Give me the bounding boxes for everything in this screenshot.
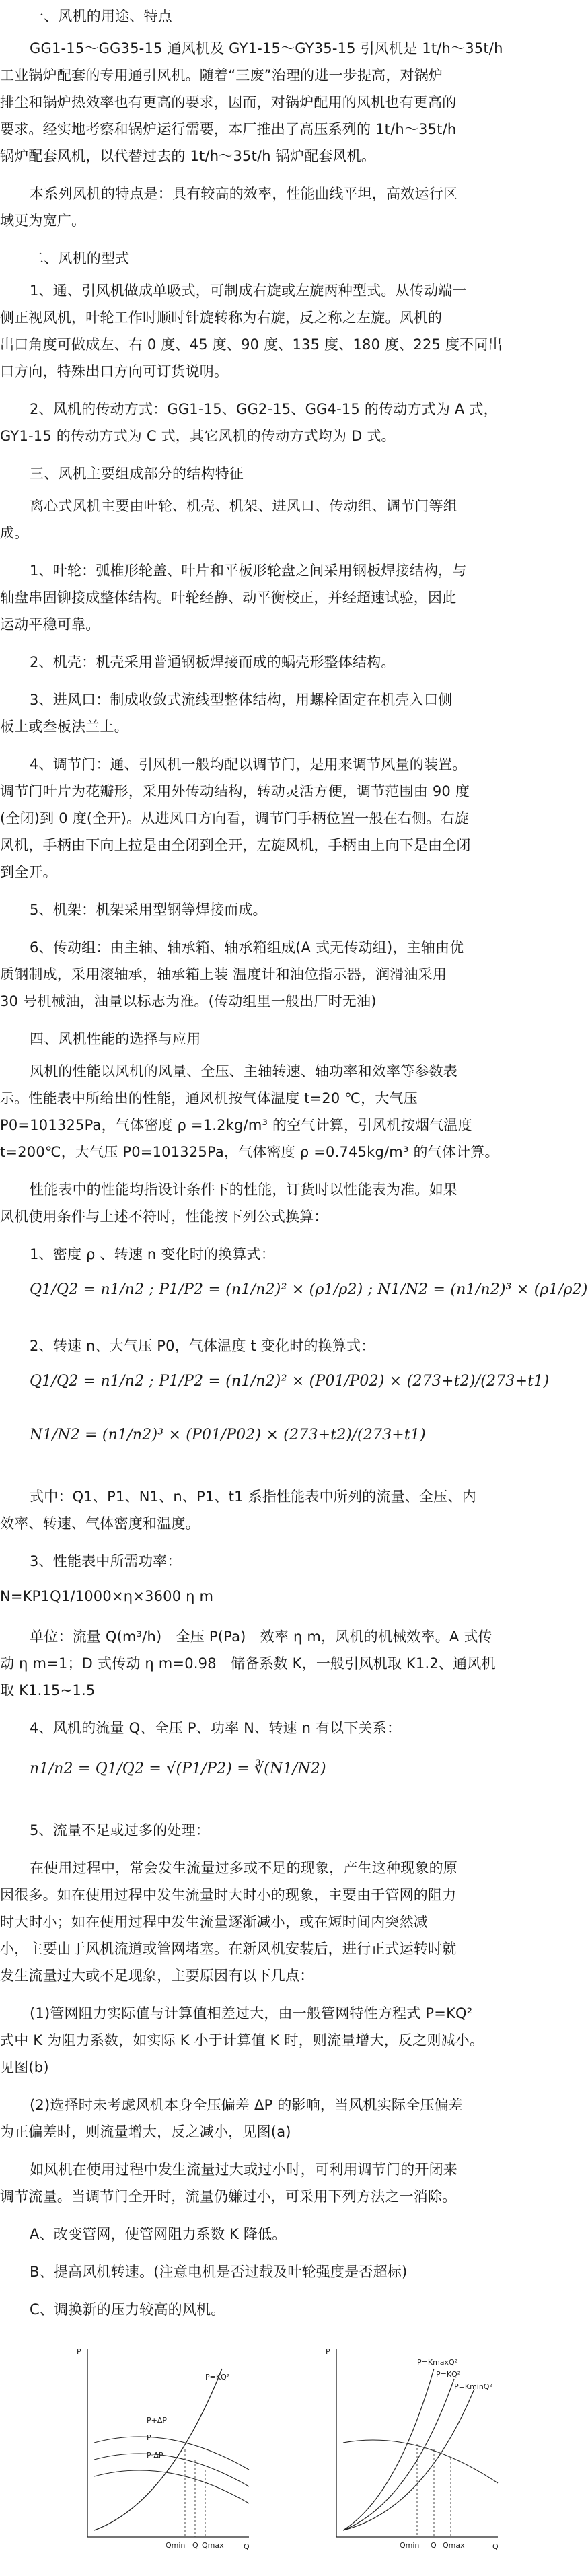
formula-density-speed: Q1/Q2 = n1/n2 ; P1/P2 = (n1/n2)² × (ρ1/ρ2) ; N1/N2 = (n1/n2)³ × (ρ1/ρ2) bbox=[30, 1281, 588, 1298]
paragraph-line: 板上或叁板法兰上。 bbox=[0, 719, 128, 735]
paragraph-line: GG1-15～GG35-15 通风机及 GY1-15～GY35-15 引风机是 1t/h～35t/h bbox=[30, 40, 503, 57]
paragraph-line: 2、风机的传动方式：GG1-15、GG2-15、GG4-15 的传动方式为 A 式， bbox=[30, 401, 498, 417]
paragraph-line: 取 K1.15~1.5 bbox=[0, 1682, 96, 1698]
paragraph-line: 式中 K 为阻力系数，如实际 K 小于计算值 K 时，则流量增大，反之则减小。 bbox=[0, 2032, 484, 2048]
paragraph-line: 5、流量不足或过多的处理： bbox=[30, 1822, 210, 1838]
paragraph-line: 30 号机械油，油量以标志为准。(传动组里一般出厂时无油) bbox=[0, 993, 377, 1009]
paragraph-line: 3、性能表中所需功率： bbox=[30, 1553, 182, 1569]
paragraph-line: 3、进风口：制成收敛式流线型整体结构，用螺栓固定在机壳入口侧 bbox=[30, 692, 453, 708]
fan-curve bbox=[343, 2440, 498, 2483]
paragraph-line: 侧正视风机，叶轮工作时顺时针旋转称为右旋，反之称之左旋。风机的 bbox=[0, 310, 443, 326]
fan-curve-middle bbox=[94, 2454, 249, 2486]
paragraph-line: 调节门叶片为花瓣形，采用外传动结构，转动灵活方便，调节范围由 90 度 bbox=[0, 783, 470, 799]
paragraph-line: 6、传动组：由主轴、轴承箱、轴承箱组成(A 式无传动组)，主轴由优 bbox=[30, 939, 464, 956]
paragraph-line: 轴盘串固铆接成整体结构。叶轮经静、动平衡校正，并经超速试验，因此 bbox=[0, 589, 457, 606]
curve-label: P=KminQ² bbox=[454, 2382, 492, 2391]
paragraph-line: 效率、转速、气体密度和温度。 bbox=[0, 1515, 200, 1532]
paragraph-line: 式中：Q1、P1、N1、n、P1、t1 系指性能表中所列的流量、全压、内 bbox=[30, 1489, 476, 1505]
paragraph-line: 如风机在使用过程中发生流量过大或过小时，可利用调节门的开闭来 bbox=[30, 2161, 457, 2178]
paragraph-line: 出口角度可做成左、右 0 度、45 度、90 度、135 度、180 度、225 度不同出 bbox=[0, 336, 503, 353]
paragraph-line: 因很多。如在使用过程中发生流量时大时小的现象，主要由于管网的阻力 bbox=[0, 1887, 457, 1903]
paragraph-line: 1、通、引风机做成单吸式，可制成右旋或左旋两种型式。从传动端一 bbox=[30, 283, 467, 299]
paragraph-line: 在使用过程中，常会发生流量过多或不足的现象，产生这种现象的原 bbox=[30, 1860, 457, 1876]
paragraph-line: (全闭)到 0 度(全开)。从进风口方向看，调节门手柄位置一般在右侧。右旋 bbox=[0, 810, 469, 826]
curve-label: P=KQ² bbox=[205, 2373, 230, 2382]
tick-label: Qmin bbox=[166, 2541, 186, 2550]
section-heading: 一、风机的用途、特点 bbox=[30, 8, 172, 24]
paragraph-line: P0=101325Pa，气体密度 ρ =1.2kg/m³ 的空气计算，引风机按烟气温度 bbox=[0, 1117, 472, 1133]
section-heading: 四、风机性能的选择与应用 bbox=[30, 1031, 201, 1047]
tick-label: Qmin bbox=[400, 2541, 420, 2550]
paragraph-line: 2、机壳：机壳采用普通钢板焊接而成的蜗壳形整体结构。 bbox=[30, 654, 396, 670]
paragraph-line: 见图(b) bbox=[0, 2059, 49, 2075]
system-curve-k bbox=[343, 2379, 454, 2530]
x-axis-label: Q bbox=[244, 2542, 250, 2551]
paragraph-line: 小，主要由于风机流道或管网堵塞。在新风机安装后，进行正式运转时就 bbox=[0, 1941, 457, 1957]
paragraph-line: 时大时小；如在使用过程中发生流量逐渐减小，或在短时间内突然减 bbox=[0, 1914, 428, 1930]
paragraph-line: t=200℃，大气压 P0=101325Pa，气体密度 ρ =0.745kg/m³ 的气体计算。 bbox=[0, 1144, 499, 1160]
paragraph-line: 质钢制成，采用滚轴承，轴承箱上装 温度计和油位指示器，润滑油采用 bbox=[0, 966, 447, 982]
paragraph-line: 风机，手柄由下向上拉是由全闭到全开，左旋风机，手柄由上向下是由全闭 bbox=[0, 837, 471, 853]
system-curve bbox=[94, 2369, 222, 2530]
paragraph-line: A、改变管网，使管网阻力系数 K 降低。 bbox=[30, 2226, 287, 2242]
formula-required-power: N=KP1Q1/1000×η×3600 η m bbox=[0, 1588, 214, 1604]
x-axis-label: Q bbox=[492, 2542, 499, 2551]
paragraph-line: 排尘和锅炉热效率也有更高的要求，因而，对锅炉配用的风机也有更高的 bbox=[0, 94, 457, 110]
section-heading: 三、风机主要组成部分的结构特征 bbox=[30, 466, 244, 482]
system-curve-kmax bbox=[343, 2369, 434, 2530]
paragraph-line: 性能表中的性能均指设计条件下的性能，订货时以性能表为准。如果 bbox=[30, 1182, 457, 1198]
tick-label: Qmax bbox=[202, 2541, 224, 2550]
paragraph-line: GY1-15 的传动方式为 C 式，其它风机的传动方式均为 D 式。 bbox=[0, 428, 396, 444]
paragraph-line: 风机使用条件与上述不符时，性能按下列公式换算： bbox=[0, 1209, 328, 1225]
formula-power: N1/N2 = (n1/n2)³ × (P01/P02) × (273+t2)/(273+t1) bbox=[30, 1427, 426, 1443]
formula-relations: n1/n2 = Q1/Q2 = √(P1/P2) = ∛(N1/N2) bbox=[30, 1760, 326, 1777]
paragraph-line: 4、调节门：通、引风机一般均配以调节门，是用来调节风量的装置。 bbox=[30, 756, 467, 773]
fan-curve-diagram-b bbox=[316, 2342, 505, 2557]
paragraph-line: 5、机架：机架采用型钢等焊接而成。 bbox=[30, 902, 267, 918]
paragraph-line: 2、转速 n、大气压 P0，气体温度 t 变化时的换算式： bbox=[30, 1338, 375, 1354]
paragraph-line: 本系列风机的特点是：具有较高的效率，性能曲线平坦，高效运行区 bbox=[30, 186, 457, 202]
paragraph-line: (2)选择时未考虑风机本身全压偏差 ΔP 的影响，当风机实际全压偏差 bbox=[30, 2097, 463, 2113]
tick-label: Q bbox=[192, 2541, 198, 2550]
paragraph-line: 运动平稳可靠。 bbox=[0, 616, 100, 633]
paragraph-line: 调节流量。当调节门全开时，流量仍嫌过小，可采用下列方法之一消除。 bbox=[0, 2188, 457, 2205]
paragraph-line: 口方向，特殊出口方向可订货说明。 bbox=[0, 363, 229, 380]
paragraph-line: 动 η m=1；D 式传动 η m=0.98 储备系数 K，一般引风机取 K1.2、通风机 bbox=[0, 1655, 496, 1672]
paragraph-line: 成。 bbox=[0, 525, 29, 541]
paragraph-line: 示。性能表中所给出的性能，通风机按气体温度 t=20 ℃，大气压 bbox=[0, 1090, 418, 1106]
section-heading: 二、风机的型式 bbox=[30, 250, 130, 266]
paragraph-line: 工业锅炉配套的专用通引风机。随着“三废”治理的进一步提高，对锅炉 bbox=[0, 67, 443, 83]
paragraph-line: 1、密度 ρ 、转速 n 变化时的换算式： bbox=[30, 1246, 275, 1262]
paragraph-line: C、调换新的压力较高的风机。 bbox=[30, 2301, 225, 2318]
paragraph-line: 锅炉配套风机，以代替过去的 1t/h～35t/h 锅炉配套风机。 bbox=[0, 148, 376, 164]
paragraph-line: 离心式风机主要由叶轮、机壳、机架、进风口、传动组、调节门等组 bbox=[30, 498, 457, 514]
paragraph-line: 1、叶轮：弧椎形轮盖、叶片和平板形轮盘之间采用钢板焊接结构，与 bbox=[30, 563, 467, 579]
paragraph-line: 4、风机的流量 Q、全压 P、功率 N、转速 n 有以下关系： bbox=[30, 1720, 402, 1736]
paragraph-line: 为正偏差时，则流量增大，反之减小，见图(a) bbox=[0, 2124, 291, 2140]
paragraph-line: 单位：流量 Q(m³/h) 全压 P(Pa) 效率 η m，风机的机械效率。A 式传 bbox=[30, 1629, 492, 1645]
tick-label: Q bbox=[431, 2541, 437, 2550]
paragraph-line: 发生流量过大或不足现象，主要原因有以下几点： bbox=[0, 1968, 314, 1984]
paragraph-line: (1)管网阻力实际值与计算值相差过大，由一般管网特性方程式 P=KQ² bbox=[30, 2005, 473, 2022]
paragraph-line: B、提高风机转速。(注意电机是否过载及叶轮强度是否超标) bbox=[30, 2264, 408, 2280]
fan-curve-diagram-a bbox=[67, 2342, 256, 2557]
formula-pressure: Q1/Q2 = n1/n2 ; P1/P2 = (n1/n2)² × (P01/P02) × (273+t2)/(273+t1) bbox=[30, 1373, 550, 1390]
y-axis-label: P bbox=[326, 2347, 330, 2356]
paragraph-line: 要求。经实地考察和锅炉运行需要，本厂推出了高压系列的 1t/h～35t/h bbox=[0, 121, 457, 137]
paragraph-line: 域更为宽广。 bbox=[0, 213, 86, 229]
tick-label: Qmax bbox=[443, 2541, 465, 2550]
y-axis-label: P bbox=[77, 2347, 81, 2356]
curve-label: P=KQ² bbox=[436, 2370, 461, 2379]
fan-curve-lower bbox=[94, 2470, 249, 2503]
paragraph-line: 风机的性能以风机的风量、全压、主轴转速、轴功率和效率等参数表 bbox=[30, 1063, 457, 1079]
curve-label: P+ΔP bbox=[147, 2416, 168, 2425]
system-curve-kmin bbox=[343, 2389, 474, 2530]
curve-label: P=KmaxQ² bbox=[417, 2358, 458, 2367]
curve-label: P-ΔP bbox=[147, 2451, 163, 2460]
paragraph-line: 到全开。 bbox=[0, 864, 57, 880]
curve-label: P bbox=[147, 2433, 151, 2442]
